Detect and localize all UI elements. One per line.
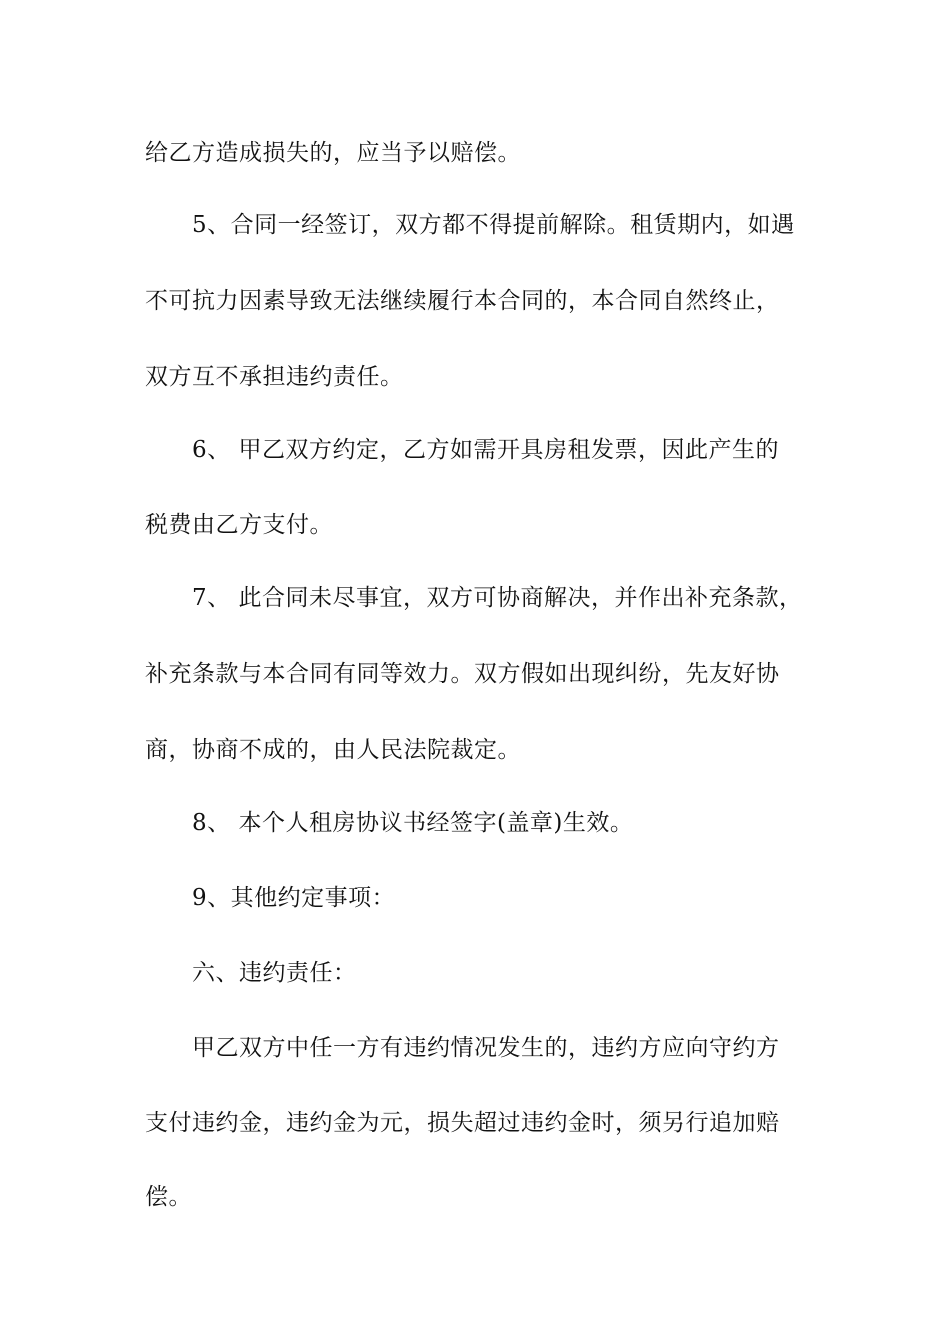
- text-line: 甲乙双方中任一方有违约情况发生的，违约方应向守约方: [192, 1035, 780, 1061]
- clause-7: 7、 此合同未尽事宜，双方可协商解决，并作出补充条款，: [192, 585, 803, 611]
- text-line: 商，协商不成的，由人民法院裁定。: [145, 737, 521, 763]
- text-line: 不可抗力因素导致无法继续履行本合同的，本合同自然终止，: [145, 288, 780, 314]
- clause-9: 9、其他约定事项：: [192, 885, 396, 911]
- clause-6: 6、 甲乙双方约定，乙方如需开具房租发票，因此产生的: [192, 437, 779, 463]
- clause-5: 5、合同一经签订，双方都不得提前解除。租赁期内，如遇: [192, 212, 795, 238]
- text-line: 双方互不承担违约责任。: [145, 364, 404, 390]
- text-line: 支付违约金，违约金为元，损失超过违约金时，须另行追加赔: [145, 1110, 780, 1136]
- clause-8: 8、 本个人租房协议书经签字(盖章)生效。: [192, 810, 634, 836]
- text-line: 给乙方造成损失的，应当予以赔偿。: [145, 140, 521, 166]
- text-line: 补充条款与本合同有同等效力。双方假如出现纠纷，先友好协: [145, 661, 780, 687]
- text-line: 偿。: [145, 1184, 192, 1210]
- section-heading: 六、违约责任：: [192, 960, 357, 986]
- text-line: 税费由乙方支付。: [145, 512, 333, 538]
